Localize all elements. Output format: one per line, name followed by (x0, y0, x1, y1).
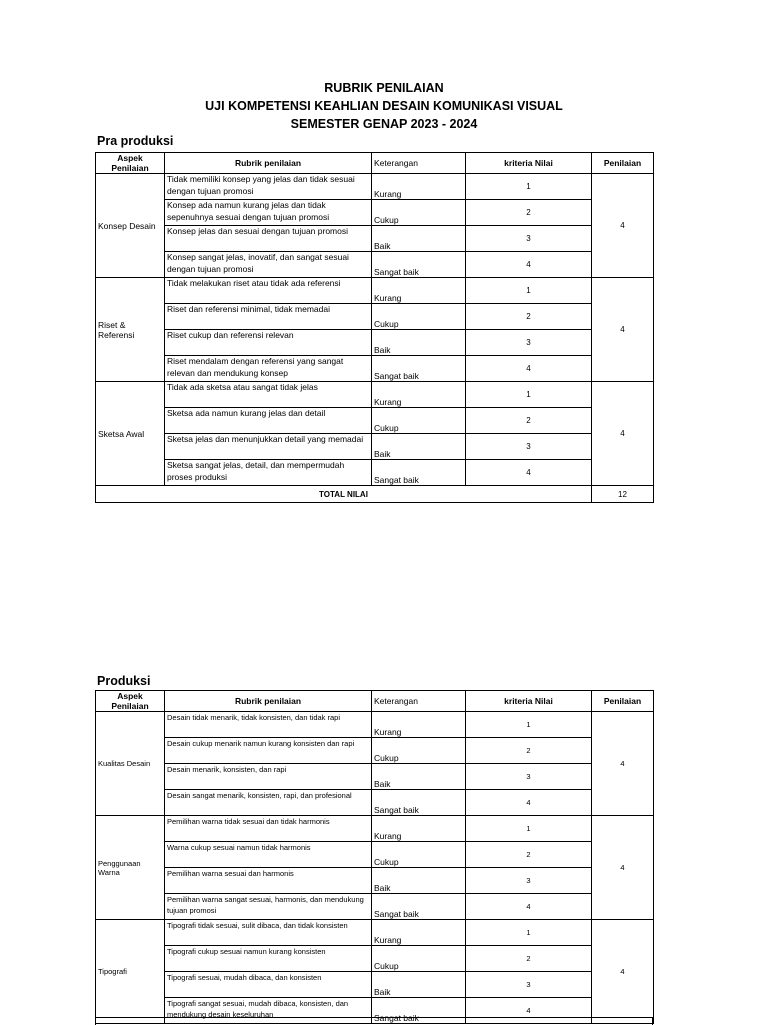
table-row (96, 894, 654, 920)
rubric-cell: Desain cukup menarik namun kurang konsisten dan rapi (165, 738, 372, 764)
kriteria-nilai-cell: 3 (466, 434, 592, 460)
kriteria-nilai-cell: 1 (466, 382, 592, 408)
table-row (96, 790, 654, 816)
column-header-aspek: Aspek Penilaian (96, 153, 165, 174)
table-row (96, 946, 654, 972)
keterangan-cell: Kurang (372, 920, 466, 946)
section-title-pra-produksi: Pra produksi (97, 134, 174, 148)
document-semester: SEMESTER GENAP 2023 - 2024 (290, 117, 478, 131)
keterangan-cell: Cukup (372, 738, 466, 764)
kriteria-nilai-cell: 4 (466, 894, 592, 920)
rubric-cell: Konsep ada namun kurang jelas dan tidak sepenuhnya sesuai dengan tujuan promosi (165, 200, 372, 226)
table-row (96, 304, 654, 330)
total-label: TOTAL NILAI (96, 486, 592, 503)
document-subtitle: UJI KOMPETENSI KEAHLIAN DESAIN KOMUNIKASI VISUAL (205, 99, 563, 113)
table-row (96, 226, 654, 252)
keterangan-cell: Sangat baik (372, 894, 466, 920)
keterangan-cell: Sangat baik (372, 252, 466, 278)
aspect-cell: Tipografi (96, 920, 165, 1024)
total-value: 12 (592, 486, 654, 503)
penilaian-cell: 4 (592, 712, 654, 816)
column-header-penilaian: Penilaian (592, 691, 654, 712)
rubric-cell: Riset dan referensi minimal, tidak memadai (165, 304, 372, 330)
rubric-cell: Pemilihan warna sangat sesuai, harmonis, dan mendukung tujuan promosi (165, 894, 372, 920)
rubric-cell: Konsep sangat jelas, inovatif, dan sangat sesuai dengan tujuan promosi (165, 252, 372, 278)
table-row (96, 356, 654, 382)
penilaian-cell: 4 (592, 920, 654, 1024)
total-row (96, 486, 654, 503)
rubric-cell: Sketsa ada namun kurang jelas dan detail (165, 408, 372, 434)
table-row (96, 382, 654, 408)
kriteria-nilai-cell: 1 (466, 278, 592, 304)
kriteria-nilai-cell: 3 (466, 868, 592, 894)
table-row (96, 868, 654, 894)
column-header-rubrik: Rubrik penilaian (165, 691, 372, 712)
table-row (96, 460, 654, 486)
column-header-aspek: Aspek Penilaian (96, 691, 165, 712)
column-header-keterangan: Keterangan (372, 153, 466, 174)
kriteria-nilai-cell: 2 (466, 304, 592, 330)
kriteria-nilai-cell: 4 (466, 252, 592, 278)
aspect-cell: Riset & Referensi (96, 278, 165, 382)
keterangan-cell: Baik (372, 868, 466, 894)
keterangan-cell: Kurang (372, 712, 466, 738)
rubric-cell: Pemilihan warna tidak sesuai dan tidak harmonis (165, 816, 372, 842)
aspect-cell: Sketsa Awal (96, 382, 165, 486)
column-header-keterangan: Keterangan (372, 691, 466, 712)
keterangan-cell: Baik (372, 434, 466, 460)
kriteria-nilai-cell: 1 (466, 816, 592, 842)
kriteria-nilai-cell: 1 (466, 920, 592, 946)
penilaian-cell: 4 (592, 382, 654, 486)
column-header-kriteria: kriteria Nilai (466, 691, 592, 712)
kriteria-nilai-cell: 1 (466, 712, 592, 738)
penilaian-cell: 4 (592, 816, 654, 920)
kriteria-nilai-cell: 4 (466, 460, 592, 486)
column-header-penilaian: Penilaian (592, 153, 654, 174)
keterangan-cell: Kurang (372, 816, 466, 842)
kriteria-nilai-cell: 3 (466, 330, 592, 356)
column-header-kriteria: kriteria Nilai (466, 153, 592, 174)
keterangan-cell: Cukup (372, 304, 466, 330)
keterangan-cell: Cukup (372, 842, 466, 868)
rubric-cell: Konsep jelas dan sesuai dengan tujuan promosi (165, 226, 372, 252)
table-row (96, 200, 654, 226)
keterangan-cell: Sangat baik (372, 460, 466, 486)
kriteria-nilai-cell: 4 (466, 998, 592, 1024)
kriteria-nilai-cell: 1 (466, 174, 592, 200)
aspect-cell: Kualitas Desain (96, 712, 165, 816)
table-row (96, 278, 654, 304)
rubric-cell: Desain menarik, konsisten, dan rapi (165, 764, 372, 790)
table-row (96, 920, 654, 946)
keterangan-cell: Sangat baik (372, 790, 466, 816)
kriteria-nilai-cell: 3 (466, 972, 592, 998)
rubric-cell: Tidak ada sketsa atau sangat tidak jelas (165, 382, 372, 408)
table-row (96, 330, 654, 356)
rubric-table-produksi (95, 690, 654, 1024)
aspect-cell: Konsep Desain (96, 174, 165, 278)
table-row (96, 174, 654, 200)
rubric-cell: Warna cukup sesuai namun tidak harmonis (165, 842, 372, 868)
table-row (96, 972, 654, 998)
keterangan-cell: Cukup (372, 408, 466, 434)
document-title: RUBRIK PENILAIAN (324, 81, 444, 95)
penilaian-cell: 4 (592, 174, 654, 278)
keterangan-cell: Cukup (372, 946, 466, 972)
rubric-table-pra-produksi (95, 152, 654, 503)
rubric-cell: Tipografi tidak sesuai, sulit dibaca, dan tidak konsisten (165, 920, 372, 946)
rubric-cell: Riset cukup dan referensi relevan (165, 330, 372, 356)
kriteria-nilai-cell: 3 (466, 226, 592, 252)
keterangan-cell: Baik (372, 330, 466, 356)
table-row (96, 842, 654, 868)
kriteria-nilai-cell: 3 (466, 764, 592, 790)
keterangan-cell: Kurang (372, 278, 466, 304)
rubric-cell: Desain sangat menarik, konsisten, rapi, dan profesional (165, 790, 372, 816)
aspect-cell: Penggunaan Warna (96, 816, 165, 920)
rubric-cell: Pemilihan warna sesuai dan harmonis (165, 868, 372, 894)
section-title-produksi: Produksi (97, 674, 151, 688)
rubric-cell: Sketsa sangat jelas, detail, dan mempermudah proses produksi (165, 460, 372, 486)
table-row (96, 434, 654, 460)
kriteria-nilai-cell: 2 (466, 842, 592, 868)
table-row (96, 816, 654, 842)
column-header-rubrik: Rubrik penilaian (165, 153, 372, 174)
penilaian-cell: 4 (592, 278, 654, 382)
table-row (96, 408, 654, 434)
table-row (96, 764, 654, 790)
kriteria-nilai-cell: 2 (466, 738, 592, 764)
rubric-cell: Tipografi cukup sesuai namun kurang konsisten (165, 946, 372, 972)
kriteria-nilai-cell: 2 (466, 946, 592, 972)
keterangan-cell: Cukup (372, 200, 466, 226)
keterangan-cell: Kurang (372, 174, 466, 200)
rubric-cell: Riset mendalam dengan referensi yang sangat relevan dan mendukung konsep (165, 356, 372, 382)
table-row (96, 252, 654, 278)
keterangan-cell: Sangat baik (372, 356, 466, 382)
rubric-cell: Tidak memiliki konsep yang jelas dan tidak sesuai dengan tujuan promosi (165, 174, 372, 200)
kriteria-nilai-cell: 2 (466, 200, 592, 226)
keterangan-cell: Sangat baik (372, 998, 466, 1024)
rubric-cell: Tidak melakukan riset atau tidak ada referensi (165, 278, 372, 304)
kriteria-nilai-cell: 4 (466, 790, 592, 816)
kriteria-nilai-cell: 4 (466, 356, 592, 382)
rubric-cell: Desain tidak menarik, tidak konsisten, dan tidak rapi (165, 712, 372, 738)
keterangan-cell: Baik (372, 764, 466, 790)
table-row (96, 738, 654, 764)
kriteria-nilai-cell: 2 (466, 408, 592, 434)
rubric-cell: Sketsa jelas dan menunjukkan detail yang memadai (165, 434, 372, 460)
keterangan-cell: Baik (372, 972, 466, 998)
rubric-cell: Tipografi sesuai, mudah dibaca, dan konsisten (165, 972, 372, 998)
rubric-cell: Tipografi sangat sesuai, mudah dibaca, konsisten, dan mendukung desain keseluruhan (165, 998, 372, 1024)
keterangan-cell: Baik (372, 226, 466, 252)
table-row (96, 712, 654, 738)
keterangan-cell: Kurang (372, 382, 466, 408)
